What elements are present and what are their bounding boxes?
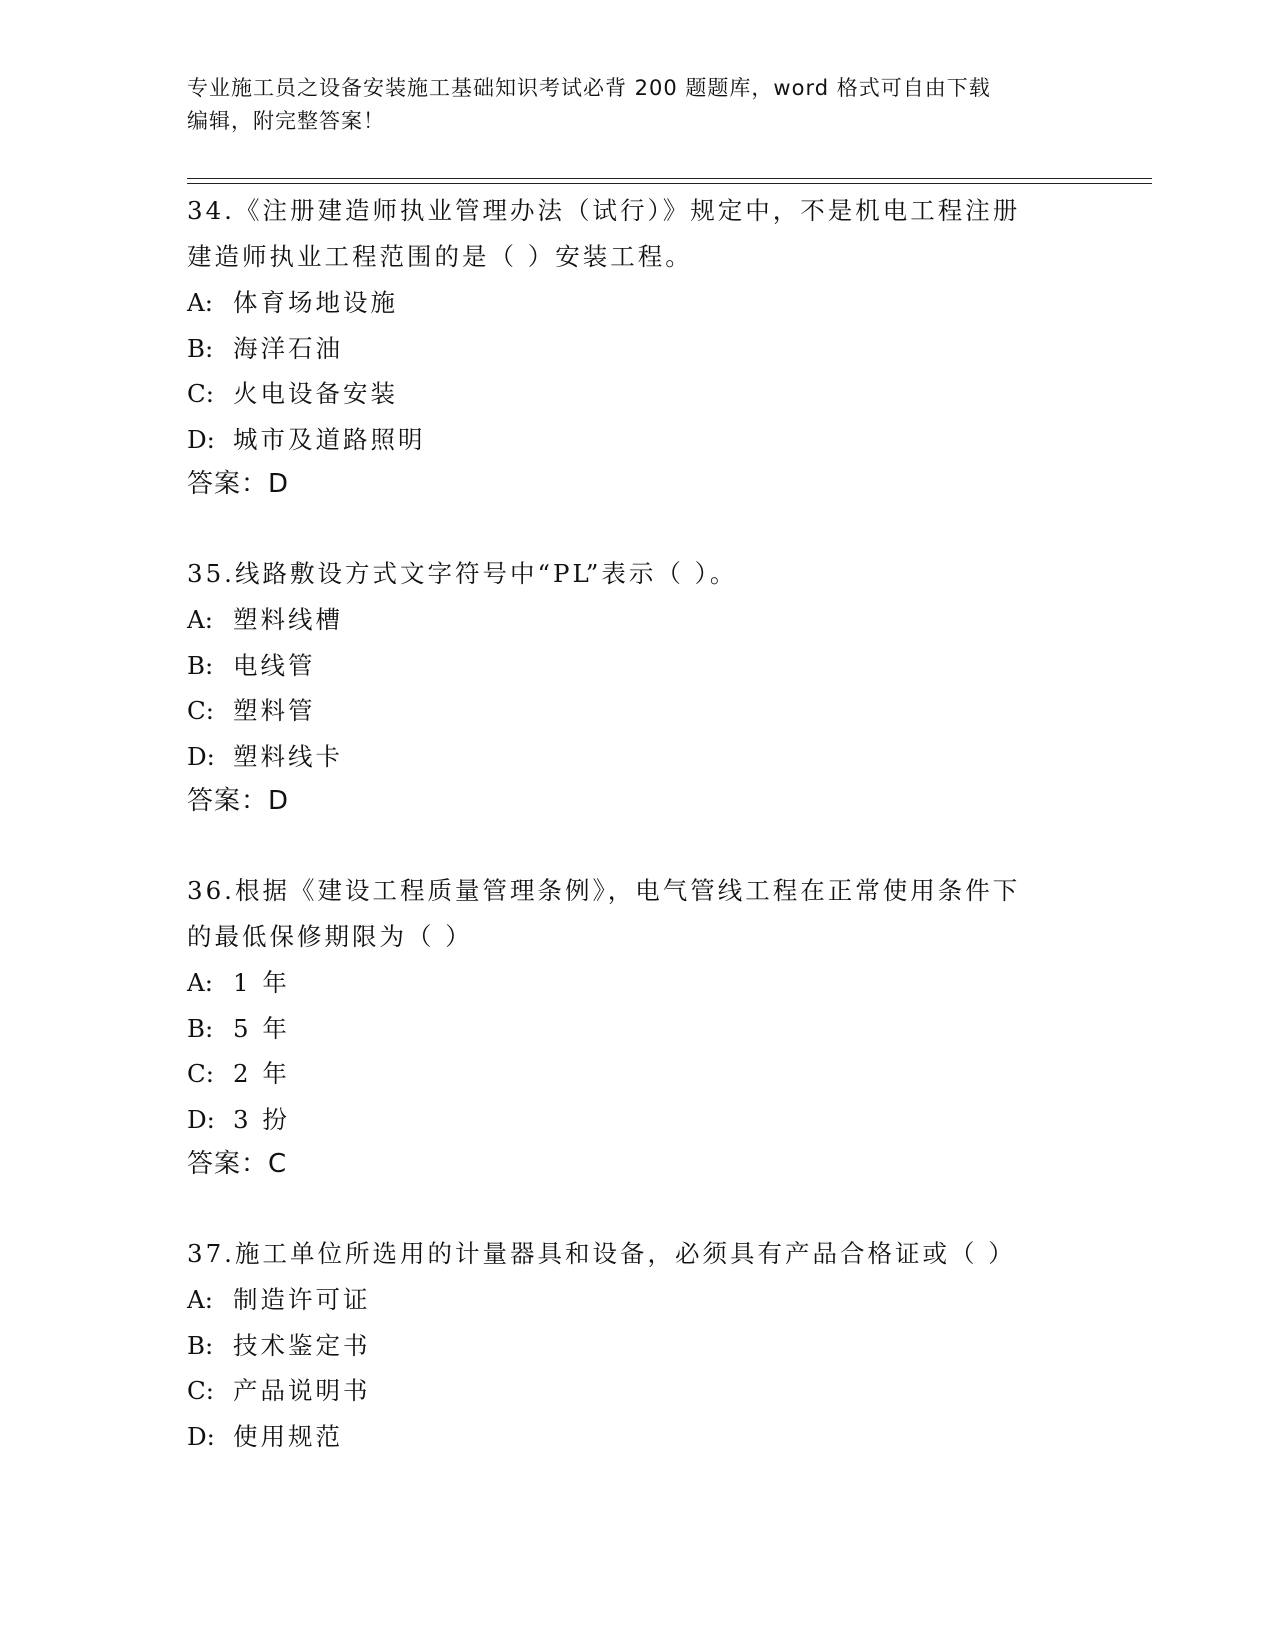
question-34 <box>187 188 1087 507</box>
option-c <box>187 688 1087 734</box>
question-list <box>187 188 1087 1503</box>
question-stem <box>187 551 1087 597</box>
option-text: 塑料线卡 <box>233 741 343 771</box>
question-stem <box>187 868 1087 960</box>
option-a <box>187 960 1087 1006</box>
question-stem <box>187 188 1087 280</box>
question-stem-line: 35.线路敷设方式文字符号中“PL”表示（ ）。 <box>187 559 738 588</box>
header-divider-top <box>187 178 1152 179</box>
option-text: 塑料管 <box>233 696 316 725</box>
option-d <box>187 1414 1087 1460</box>
option-text: 海洋石油 <box>233 333 343 363</box>
question-stem-line: 的最低保修期限为（ ） <box>187 922 473 951</box>
option-text: 火电设备安装 <box>233 379 398 408</box>
option-text: 体育场地设施 <box>233 288 398 317</box>
option-b <box>187 1323 1087 1369</box>
option-d <box>187 417 1087 463</box>
option-letter: C: <box>187 696 215 725</box>
question-stem-line: 37.施工单位所选用的计量器具和设备，必须具有产品合格证或（ ） <box>187 1239 1016 1268</box>
option-b <box>187 1006 1087 1052</box>
question-35 <box>187 551 1087 824</box>
answer-label: 答案：D <box>187 786 290 816</box>
option-c <box>187 1051 1087 1097</box>
option-letter: B: <box>187 333 214 363</box>
answer-label: 答案：C <box>187 1149 288 1179</box>
option-letter: A: <box>187 288 213 317</box>
header-divider-bottom <box>187 183 1152 184</box>
option-a <box>187 280 1087 326</box>
option-letter: D: <box>187 424 215 454</box>
option-c <box>187 371 1087 417</box>
option-text: 2 年 <box>233 1059 290 1088</box>
option-text: 3 扮 <box>233 1104 290 1134</box>
option-a <box>187 597 1087 643</box>
option-letter: A: <box>187 605 213 634</box>
option-b <box>187 643 1087 689</box>
option-letter: B: <box>187 650 214 680</box>
document-header <box>187 72 1077 138</box>
question-37 <box>187 1231 1087 1459</box>
question-36 <box>187 868 1087 1187</box>
header-title-line-1: 专业施工员之设备安装施工基础知识考试必背 200 题题库，word 格式可自由下载 <box>187 76 991 100</box>
option-letter: C: <box>187 1376 215 1405</box>
option-text: 制造许可证 <box>233 1285 371 1314</box>
question-stem <box>187 1231 1087 1277</box>
option-text: 电线管 <box>233 650 316 680</box>
option-letter: B: <box>187 1013 214 1043</box>
option-text: 5 年 <box>233 1013 290 1043</box>
option-a <box>187 1277 1087 1323</box>
option-letter: D: <box>187 1104 215 1134</box>
option-letter: C: <box>187 1059 215 1088</box>
question-stem-line: 34.《注册建造师执业管理办法（试行）》规定中，不是机电工程注册 <box>187 196 1021 225</box>
option-text: 塑料线槽 <box>233 605 343 634</box>
option-text: 城市及道路照明 <box>233 424 426 454</box>
option-letter: A: <box>187 1285 213 1314</box>
option-letter: D: <box>187 741 215 771</box>
option-b <box>187 326 1087 372</box>
question-stem-line: 建造师执业工程范围的是（ ）安装工程。 <box>187 242 693 271</box>
option-text: 产品说明书 <box>233 1376 371 1405</box>
option-text: 1 年 <box>233 968 290 997</box>
option-letter: C: <box>187 379 215 408</box>
option-text: 技术鉴定书 <box>233 1330 371 1360</box>
option-letter: A: <box>187 968 213 997</box>
option-d <box>187 1097 1087 1143</box>
option-text: 使用规范 <box>233 1421 343 1451</box>
answer-label: 答案：D <box>187 469 290 499</box>
question-stem-line: 36.根据《建设工程质量管理条例》，电气管线工程在正常使用条件下 <box>187 876 1021 905</box>
option-d <box>187 734 1087 780</box>
option-letter: B: <box>187 1330 214 1360</box>
option-c <box>187 1368 1087 1414</box>
option-letter: D: <box>187 1421 215 1451</box>
header-title-line-2: 编辑，附完整答案！ <box>187 109 385 133</box>
